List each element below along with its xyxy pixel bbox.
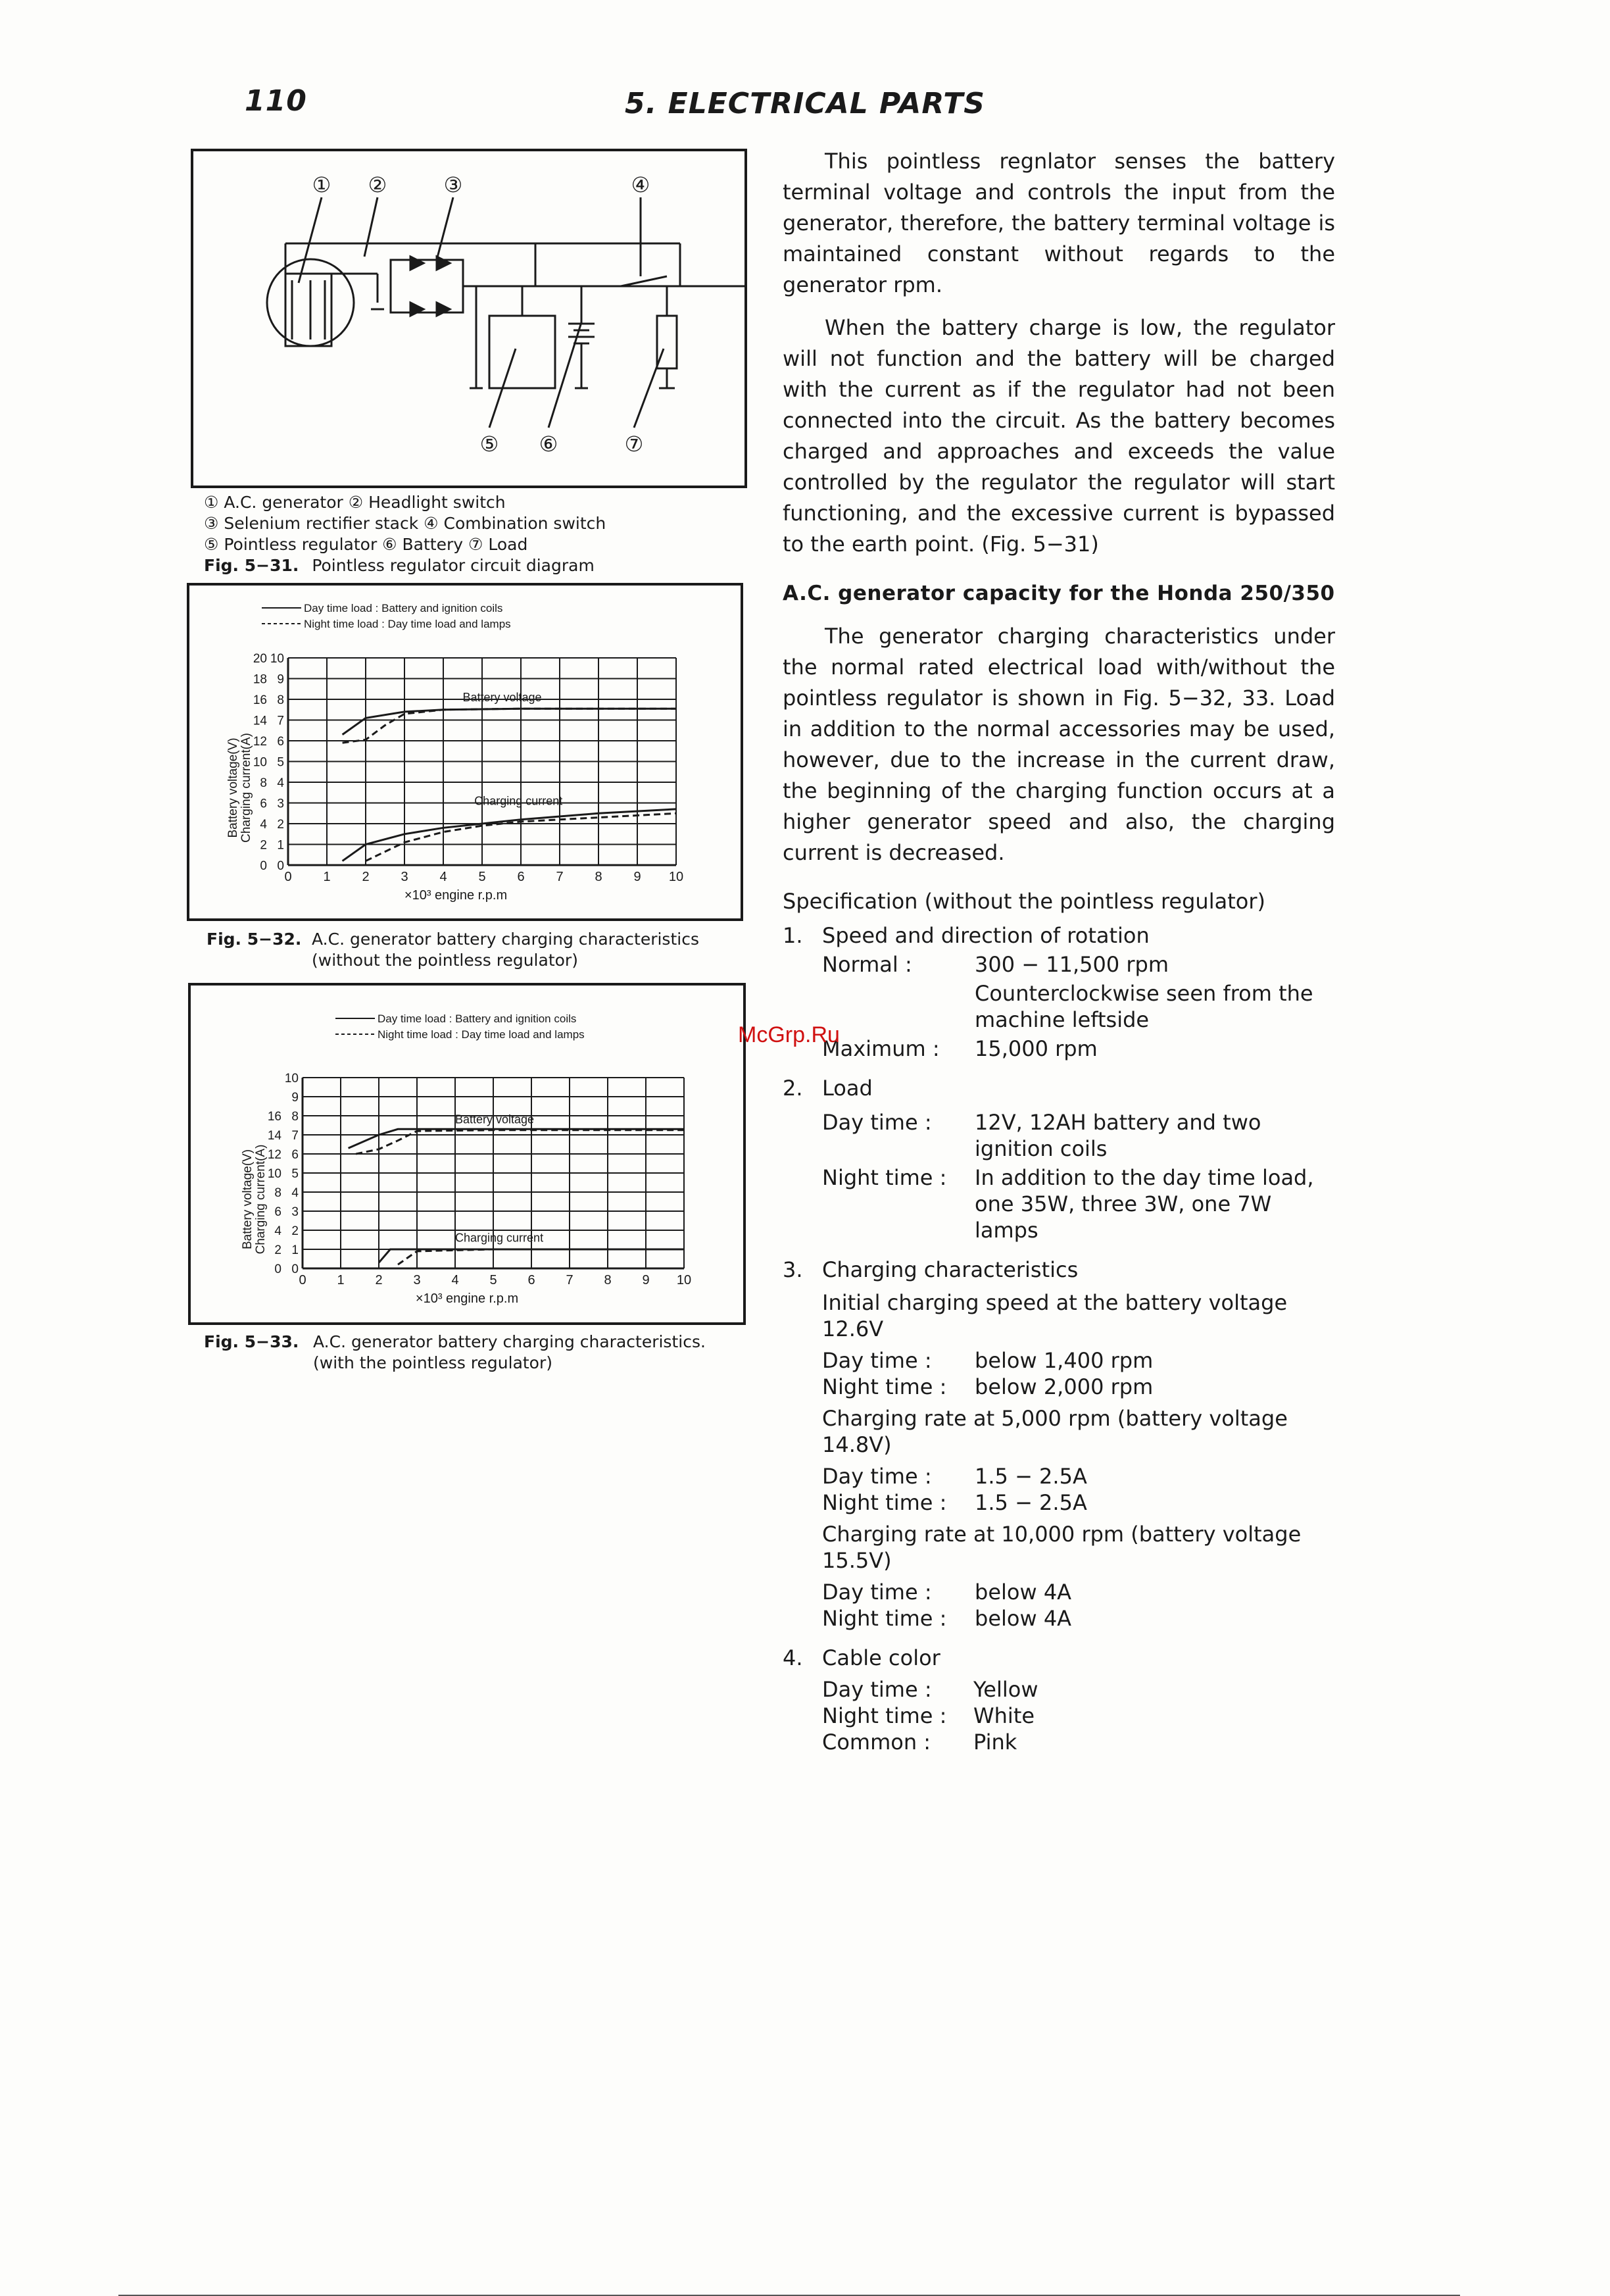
section-heading: A.C. generator capacity for the Honda 250/350 <box>783 582 1335 605</box>
y-tick-current: 1 <box>291 1243 299 1257</box>
spec-item-2-number: 2. <box>783 1076 803 1101</box>
y-tick-voltage: 18 <box>253 672 267 687</box>
spec-rate10k-day-label: Day time : <box>822 1580 932 1605</box>
x-tick-label: 4 <box>439 870 447 884</box>
pointless-regulator-box <box>489 316 555 388</box>
circuit-diagram-svg <box>193 151 744 486</box>
spec-initial-line-1: Initial charging speed at the battery voltage <box>822 1290 1288 1315</box>
spec-rate10k-line-2: 15.5V) <box>822 1548 892 1573</box>
x-tick-label: 6 <box>527 1273 535 1287</box>
fig-5-32-caption-line2: (without the pointless regulator) <box>312 951 578 970</box>
callout-3: ③ <box>443 173 463 197</box>
y-axis-label-voltage: Battery voltage(V) <box>241 1149 255 1250</box>
x-axis-label: ×10³ engine r.p.m <box>415 1291 519 1306</box>
fig-5-31-legend-1: ① A.C. generator ② Headlight switch <box>204 493 506 512</box>
legend-night-text: Night time load : Day time load and lamps <box>378 1028 585 1041</box>
fig-5-33-caption-line2: (with the pointless regulator) <box>313 1353 553 1372</box>
callout-2: ② <box>368 173 387 197</box>
spec-normal-note-2: machine leftside <box>975 1007 1150 1032</box>
x-tick-label: 1 <box>337 1273 345 1287</box>
callout-7: ⑦ <box>624 432 644 456</box>
fig-5-31-legend-2: ③ Selenium rectifier stack ④ Combination switch <box>204 514 606 533</box>
spec-item-4-number: 4. <box>783 1645 803 1670</box>
spec-rate10k-night-label: Night time : <box>822 1606 947 1631</box>
y-tick-voltage: 12 <box>253 735 267 749</box>
spec-cable-night-value: White <box>973 1703 1035 1728</box>
y-tick-current: 9 <box>277 672 284 687</box>
y-tick-current: 7 <box>291 1129 299 1143</box>
fig-5-32-chart <box>187 583 743 921</box>
y-tick-current: 7 <box>277 714 284 728</box>
diode-1 <box>410 257 424 270</box>
y-tick-voltage: 0 <box>260 859 267 873</box>
y-tick-voltage: 0 <box>274 1262 281 1276</box>
spec-rate10k-night-value: below 4A <box>975 1606 1072 1631</box>
y-tick-voltage: 16 <box>267 1110 281 1124</box>
fig-5-31-legend-3: ⑤ Pointless regulator ⑥ Battery ⑦ Load <box>204 535 528 554</box>
x-tick-label: 4 <box>451 1273 459 1287</box>
series-label-voltage: Battery voltage <box>462 691 542 705</box>
y-tick-current: 10 <box>270 652 284 666</box>
body-text <box>783 146 1335 572</box>
selenium-rectifier-stack <box>391 260 463 312</box>
fig-5-33-caption <box>204 1332 743 1372</box>
diode-2 <box>437 257 450 270</box>
spec-item-4-title: Cable color <box>822 1645 940 1670</box>
spec-normal-value: 300 − 11,500 rpm <box>975 952 1169 977</box>
fig-5-31-caption <box>204 555 595 576</box>
x-tick-label: 0 <box>284 870 292 884</box>
fig-5-32-chart-svg <box>189 586 741 918</box>
x-axis-label: ×10³ engine r.p.m <box>404 888 508 903</box>
fig-5-33-chart <box>188 983 746 1325</box>
y-tick-current: 6 <box>277 735 284 749</box>
spec-rate5k-day-label: Day time : <box>822 1464 932 1489</box>
spec-item-3-number: 3. <box>783 1257 803 1282</box>
y-tick-current: 6 <box>291 1148 299 1162</box>
paragraph-regulator-function: When the battery charge is low, the regulator will not function and the battery will be charged with the current as if the regulator had not been connected into the circuit. As the battery becomes charged and approaches and exceeds the value controlled by the regulator the regulator will start functioning, and the excessive current is bypassed to the earth point. (Fig. 5−31) <box>783 315 1335 557</box>
legend-night-text: Night time load : Day time load and lamps <box>304 618 511 630</box>
y-tick-current: 2 <box>277 818 284 832</box>
series-line <box>398 1249 684 1264</box>
y-tick-current: 3 <box>291 1205 299 1219</box>
x-tick-label: 7 <box>556 870 564 884</box>
y-tick-current: 10 <box>284 1072 299 1086</box>
specification-block <box>783 887 1348 1795</box>
fig-5-32-caption-line1: A.C. generator battery charging characteristics <box>312 930 699 949</box>
y-tick-voltage: 4 <box>260 818 267 832</box>
fig-5-31-caption-label: Fig. 5−31. <box>204 556 299 575</box>
x-tick-label: 5 <box>478 870 486 884</box>
callout-5: ⑤ <box>479 432 499 456</box>
y-tick-voltage: 8 <box>260 776 267 790</box>
spec-initial-night-label: Night time : <box>822 1374 947 1399</box>
spec-normal-label: Normal : <box>822 952 912 977</box>
y-tick-current: 8 <box>291 1110 299 1124</box>
paragraph-regulator-intro: This pointless regnlator senses the battery terminal voltage and controls the input from the generator, therefore, the battery terminal voltage is maintained constant without regards to the generator rpm. <box>783 149 1335 297</box>
y-tick-voltage: 14 <box>253 714 267 728</box>
spec-rate10k-day-value: below 4A <box>975 1580 1072 1605</box>
y-tick-voltage: 6 <box>260 797 267 811</box>
spec-cable-night-label: Night time : <box>822 1703 947 1728</box>
y-axis-label-current: Charging current(A) <box>254 1144 268 1255</box>
y-tick-current: 4 <box>277 776 284 790</box>
y-tick-current: 4 <box>291 1186 299 1200</box>
y-tick-current: 8 <box>277 693 284 707</box>
spec-initial-line-2: 12.6V <box>822 1316 884 1341</box>
spec-cable-day-label: Day time : <box>822 1677 932 1702</box>
spec-rate5k-day-value: 1.5 − 2.5A <box>975 1464 1087 1489</box>
y-tick-voltage: 2 <box>274 1243 281 1257</box>
y-tick-voltage: 16 <box>253 693 267 707</box>
x-tick-label: 1 <box>323 870 331 884</box>
diode-4 <box>437 303 450 316</box>
spec-load-day-value-2: ignition coils <box>975 1136 1108 1161</box>
fig-5-31-caption-text: Pointless regulator circuit diagram <box>312 556 595 575</box>
y-axis-label-current: Charging current(A) <box>239 733 253 843</box>
spec-initial-day-label: Day time : <box>822 1348 932 1373</box>
chapter-title: 5. ELECTRICAL PARTS <box>625 87 985 120</box>
x-tick-label: 5 <box>489 1273 497 1287</box>
x-tick-label: 2 <box>375 1273 383 1287</box>
y-tick-voltage: 12 <box>267 1148 281 1162</box>
spec-item-1-number: 1. <box>783 923 803 948</box>
fig-5-31-circuit-diagram <box>191 149 747 488</box>
y-tick-current: 3 <box>277 797 284 811</box>
callout-6: ⑥ <box>539 432 558 456</box>
series-label-voltage: Battery voltage <box>455 1112 535 1126</box>
spec-initial-day-value: below 1,400 rpm <box>975 1348 1154 1373</box>
series-line <box>349 1129 684 1148</box>
x-tick-label: 7 <box>566 1273 573 1287</box>
y-tick-current: 0 <box>277 859 284 873</box>
x-tick-label: 10 <box>676 1273 692 1287</box>
x-tick-label: 8 <box>604 1273 612 1287</box>
y-tick-voltage: 20 <box>253 652 267 666</box>
spec-load-night-label: Night time : <box>822 1165 947 1190</box>
x-tick-label: 3 <box>413 1273 421 1287</box>
y-tick-voltage: 14 <box>267 1129 281 1143</box>
spec-rate5k-night-label: Night time : <box>822 1490 947 1515</box>
fig-5-33-caption-label: Fig. 5−33. <box>204 1332 299 1351</box>
series-line <box>356 1130 684 1154</box>
fig-5-33-chart-svg <box>191 986 743 1322</box>
section-body <box>783 621 1335 880</box>
legend-day-text: Day time load : Battery and ignition coils <box>378 1012 577 1025</box>
y-tick-voltage: 8 <box>274 1186 281 1200</box>
y-tick-voltage: 6 <box>274 1205 281 1219</box>
spec-load-night-value-2: one 35W, three 3W, one 7W <box>975 1191 1272 1216</box>
x-tick-label: 10 <box>668 870 684 884</box>
x-tick-label: 9 <box>633 870 641 884</box>
spec-rate5k-night-value: 1.5 − 2.5A <box>975 1490 1087 1515</box>
series-label-current: Charging current <box>455 1231 544 1245</box>
x-tick-label: 9 <box>642 1273 650 1287</box>
y-tick-current: 5 <box>291 1167 299 1181</box>
y-tick-current: 1 <box>277 838 284 853</box>
y-tick-current: 0 <box>291 1262 299 1276</box>
spec-load-day-value-1: 12V, 12AH battery and two <box>975 1110 1261 1135</box>
x-tick-label: 0 <box>299 1273 306 1287</box>
x-tick-label: 2 <box>362 870 370 884</box>
spec-load-day-label: Day time : <box>822 1110 932 1135</box>
spec-load-night-value-3: lamps <box>975 1218 1038 1243</box>
x-tick-label: 8 <box>595 870 602 884</box>
spec-title: Specification (without the pointless regulator) <box>783 889 1265 914</box>
spec-item-3-title: Charging characteristics <box>822 1257 1079 1282</box>
spec-max-label: Maximum : <box>822 1036 940 1061</box>
y-tick-current: 2 <box>291 1224 299 1238</box>
spec-cable-common-value: Pink <box>973 1730 1017 1755</box>
y-tick-current: 5 <box>277 755 284 770</box>
diode-3 <box>410 303 424 316</box>
callout-4: ④ <box>631 173 650 197</box>
y-tick-voltage: 10 <box>253 755 267 770</box>
spec-cable-common-label: Common : <box>822 1730 931 1755</box>
spec-item-1-title: Speed and direction of rotation <box>822 923 1150 948</box>
spec-cable-day-value: Yellow <box>973 1677 1038 1702</box>
combination-switch <box>621 276 667 286</box>
x-tick-label: 3 <box>401 870 408 884</box>
paragraph-generator-capacity: The generator charging characteristics under the normal rated electrical load with/without the pointless regulator is shown in Fig. 5−32, 33. Load in addition to the normal accessories may be used, however, due to the increase in the current draw, the beginning of the charging function occurs at a higher generator speed and also, the charging current is decreased. <box>783 624 1335 865</box>
spec-normal-note-1: Counterclockwise seen from the <box>975 981 1313 1006</box>
watermark: McGrp.Ru <box>738 1022 840 1047</box>
page-number: 110 <box>245 84 307 118</box>
fig-5-32-caption <box>207 929 746 970</box>
y-tick-voltage: 4 <box>274 1224 281 1238</box>
fig-5-32-caption-label: Fig. 5−32. <box>207 930 302 949</box>
series-label-current: Charging current <box>474 794 563 808</box>
spec-initial-night-value: below 2,000 rpm <box>975 1374 1154 1399</box>
spec-item-2-title: Load <box>822 1076 873 1101</box>
spec-load-night-value-1: In addition to the day time load, <box>975 1165 1314 1190</box>
y-axis-label-voltage: Battery voltage(V) <box>226 737 240 838</box>
fig-5-33-caption-line1: A.C. generator battery charging characteristics. <box>313 1332 706 1351</box>
y-tick-voltage: 2 <box>260 838 267 853</box>
y-tick-current: 9 <box>291 1091 299 1105</box>
x-tick-label: 6 <box>517 870 525 884</box>
legend-day-text: Day time load : Battery and ignition coils <box>304 602 503 614</box>
spec-rate10k-line-1: Charging rate at 10,000 rpm (battery voltage <box>822 1522 1302 1547</box>
y-tick-voltage: 10 <box>267 1167 281 1181</box>
spec-rate5k-line-2: 14.8V) <box>822 1432 892 1457</box>
spec-max-value: 15,000 rpm <box>975 1036 1098 1061</box>
spec-rate5k-line-1: Charging rate at 5,000 rpm (battery voltage <box>822 1406 1288 1431</box>
callout-1: ① <box>312 173 331 197</box>
